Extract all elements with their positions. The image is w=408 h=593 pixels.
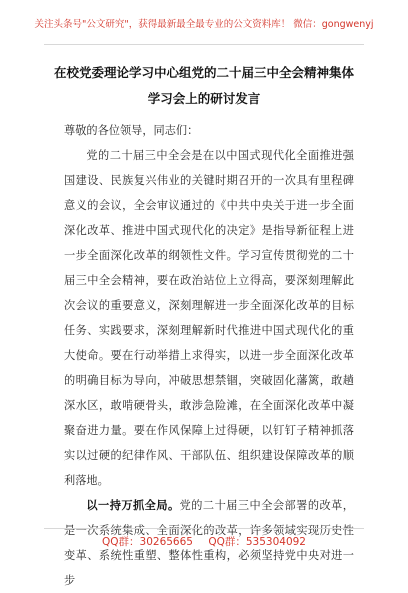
footer-qq-group-2: QQ群：535304092	[208, 536, 306, 548]
footer-divider	[44, 528, 364, 529]
salutation: 尊敬的各位领导，同志们：	[64, 124, 199, 137]
document-title: 在校党委理论学习中心组党的二十届三中全会精神集体学习会上的研讨发言	[54, 65, 355, 106]
footer-qq-group-1: QQ群：30265665	[102, 536, 193, 548]
header-banner: 关注头条号"公文研究"，获得最新最全最专业的公文资料库！ 微信：gongwenyj	[34, 19, 374, 30]
header-divider	[44, 44, 364, 45]
document-body	[64, 118, 354, 593]
body-paragraph: 党的二十届三中全会是在以中国式现代化全面推进强国建设、民族复兴伟业的关键时期召开的一次具有里程碑意义的会议，全会审议通过的《中共中央关于进一步全面深化改革、推进中国式现代化的决定》是指导新征程上进一步全面深化改革的纲领性文件。学习宣传贯彻党的二十届三中全会精神，要在政治站位上立得高，要深刻理解此次会议的重要意义，深刻理解进一步全面深化改革的目标任务、实践要求，深刻理解新时代推进中国式现代化的重大使命。要在行动举措上求得实，以进一步全面深化改革的明确目标为导向，冲破思想禁锢，突破固化藩篱，敢趟深水区，敢啃硬骨头，敢涉急险滩，在全面深化改革中凝聚奋进力量。要在作风保障上过得硬，以钉钉子精神抓落实以过硬的纪律作风、干部队伍、组织建设保障改革的顺利落地。	[64, 149, 354, 487]
footer-banner	[0, 534, 408, 549]
section-text: 党的二十届三中全会部署的改革，是一次系统集成、全面深化的改革，许多领域实现历史性变革、系统性重塑、整体性重构，必须坚持党中央对进一步	[64, 499, 354, 587]
section-lead: 以一持万抓全局。	[86, 498, 180, 512]
